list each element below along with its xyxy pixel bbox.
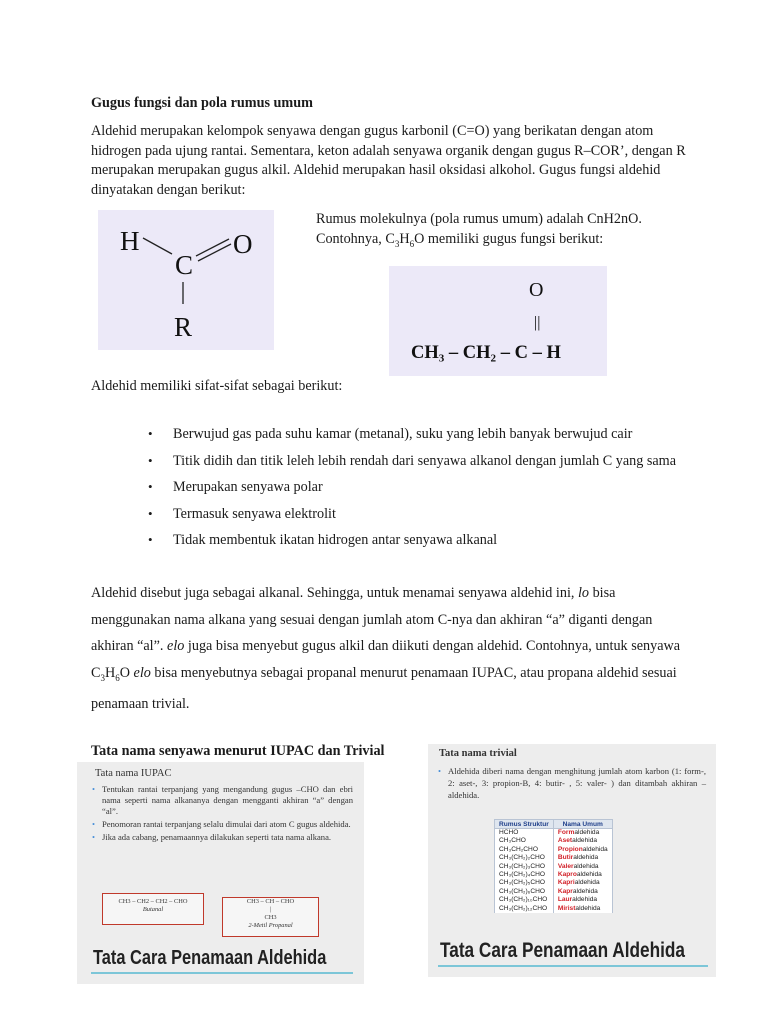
name-suffix: aldehida bbox=[572, 896, 598, 904]
molecular-formula-text bbox=[316, 210, 696, 254]
property-item: • Titik didih dan titik leleh lebih rendah dari senyawa alkanol dengan jumlah C yang sama bbox=[146, 448, 706, 475]
name-suffix: aldehida bbox=[576, 871, 602, 879]
common-name-cell bbox=[553, 837, 612, 845]
common-name-cell bbox=[553, 829, 612, 838]
banner-underline bbox=[438, 965, 708, 967]
structure-cell: CH₃(CH₂)₂CHO bbox=[495, 854, 554, 862]
column-header: Nama Umum bbox=[553, 820, 612, 829]
common-name-cell bbox=[553, 846, 612, 854]
iupac-rules-list bbox=[92, 784, 353, 845]
iupac-slide-title: Tata nama IUPAC bbox=[95, 768, 172, 779]
property-item: • Termasuk senyawa elektrolit bbox=[146, 501, 706, 528]
name-prefix: Mirist bbox=[557, 904, 576, 912]
nomenclature-title: Tata nama senyawa menurut IUPAC dan Trivial bbox=[91, 743, 385, 759]
common-name-cell bbox=[553, 863, 612, 871]
property-item: • Berwujud gas pada suhu kamar (metanal), suku yang lebih banyak berwujud cair bbox=[146, 421, 706, 448]
atom-c: C bbox=[175, 250, 194, 280]
name-suffix: aldehida bbox=[575, 904, 601, 912]
aldehyde-structure-svg bbox=[98, 210, 274, 350]
common-name-cell bbox=[553, 871, 612, 879]
metil-propanal-example: CH3 – CH – CHO | CH3 2-Metil Propanal bbox=[222, 897, 319, 937]
name-prefix: Kapr bbox=[557, 887, 573, 895]
property-item: • Tidak membentuk ikatan hidrogen antar senyawa alkanal bbox=[146, 527, 706, 554]
example-line: Contohnya, $C_3H_6O$ memiliki gugus fungsi berikut: bbox=[316, 230, 604, 249]
trivial-rule-list bbox=[438, 765, 706, 803]
name-suffix: aldehida bbox=[574, 829, 600, 836]
trivial-slide-title: Tata nama trivial bbox=[439, 748, 517, 759]
structure-cell: CH₃(CH₂)₃CHO bbox=[495, 863, 554, 871]
properties-list bbox=[146, 421, 706, 554]
common-name-cell bbox=[553, 888, 612, 896]
structure-cell: CH₃CH₂CHO bbox=[495, 846, 554, 854]
propanal-structure-svg bbox=[389, 266, 607, 376]
structure-cell: CH₃(CH₂)₆CHO bbox=[495, 888, 554, 896]
table-row bbox=[495, 888, 613, 896]
name-prefix: Aset bbox=[557, 837, 573, 845]
column-header: Rumus Struktur bbox=[495, 820, 554, 829]
table-row bbox=[495, 854, 613, 862]
bond-h-c bbox=[143, 238, 172, 254]
atom-h: H bbox=[120, 226, 140, 256]
table-row bbox=[495, 871, 613, 879]
common-name-cell bbox=[553, 879, 612, 887]
table-row bbox=[495, 905, 613, 913]
trivial-rule: • Aldehida diberi nama dengan menghitung jumlah atom karbon (1: form-, 2: aset-, 3: propion-B, 4: butir- , 5: valer- ) dan ditambah akhiran –aldehida. bbox=[438, 765, 706, 801]
structure-cell: CH₃(CH₂)₁₂CHO bbox=[495, 905, 554, 913]
common-name-cell bbox=[553, 905, 612, 913]
iupac-slide-banner: Tata Cara Penamaan Aldehida bbox=[93, 947, 327, 969]
table-row bbox=[495, 846, 613, 854]
iupac-rule: • Jika ada cabang, penamaannya dilakukan seperti tata nama alkana. bbox=[92, 832, 353, 843]
aldehyde-structure-image bbox=[98, 210, 274, 350]
table-row bbox=[495, 837, 613, 845]
atom-o: O bbox=[233, 229, 253, 259]
banner-underline bbox=[91, 972, 353, 974]
name-prefix: Propion bbox=[557, 845, 583, 853]
name-prefix: Kapro bbox=[557, 871, 577, 879]
name-suffix: aldehida bbox=[573, 854, 599, 862]
carbonyl-oxygen: O bbox=[529, 279, 544, 301]
iupac-slide-image bbox=[77, 762, 364, 984]
table-row bbox=[495, 829, 613, 838]
iupac-rule: • Tentukan rantai terpanjang yang mengandung gugus –CHO dan ebri nama seperti nama alkananya dengan mengganti akhiran “a” dengan “al”. bbox=[92, 784, 353, 817]
properties-title: Aldehid memiliki sifat-sifat sebagai berikut: bbox=[91, 378, 343, 394]
intro-paragraph: Aldehid merupakan kelompok senyawa dengan gugus karbonil (C=O) yang berikatan dengan atom hidrogen pada ujung rantai. Sementara, keton adalah senyawa organik dengan gugus R–COR’, dengan R merupakan merupakan gugus alkil. Aldehid merupakan hasil oksidasi alkohol. Gugus fungsi aldehid dinyatakan dengan berikut: bbox=[91, 123, 686, 198]
common-name-cell bbox=[553, 854, 612, 862]
table-row bbox=[495, 879, 613, 887]
structure-cell: HCHO bbox=[495, 829, 554, 838]
table-row bbox=[495, 863, 613, 871]
name-suffix: aldehida bbox=[572, 887, 598, 895]
common-name-cell bbox=[553, 896, 612, 904]
section-heading: Gugus fungsi dan pola rumus umum bbox=[91, 95, 313, 111]
name-suffix: aldehida bbox=[572, 837, 598, 845]
structure-cell: CH₃CHO bbox=[495, 837, 554, 845]
iupac-rule: • Penomoran rantai terpanjang selalu dimulai dari atom C gugus aldehida. bbox=[92, 819, 353, 830]
propanal-formula: CH₃ – CH₂ – C – H bbox=[411, 343, 561, 363]
name-suffix: aldehida bbox=[574, 879, 600, 887]
name-prefix: Valer bbox=[557, 862, 574, 870]
name-prefix: Butir bbox=[557, 854, 574, 862]
name-prefix: Kapri bbox=[557, 879, 575, 887]
structure-cell: CH₃(CH₂)₁₀CHO bbox=[495, 896, 554, 904]
alkanal-paragraph: Aldehid disebut juga sebagai alkanal. Sehingga, untuk menamai senyawa aldehid ini, lo bisa menggunakan nama alkana yang sesuai dengan jumlah atom C-nya dan akhiran “a” diganti dengan akhiran “al”. elo juga bisa menyebut gugus alkil dan diikuti dengan aldehid. Contohnya, untuk senyawa $C_3H_6O$ elo bisa menyebutnya sebagai propanal menurut penamaan IUPAC, atau propana aldehid sesuai penamaan trivial. bbox=[91, 585, 681, 712]
trivial-slide-image bbox=[428, 744, 716, 977]
butanal-example: CH3 – CH2 – CH2 – CHO Butanal bbox=[102, 893, 204, 925]
structure-cell: CH₃(CH₂)₅CHO bbox=[495, 879, 554, 887]
trivial-names-table bbox=[494, 819, 613, 913]
name-suffix: aldehida bbox=[573, 862, 599, 870]
name-prefix: Form bbox=[557, 829, 575, 836]
general-formula-line: Rumus molekulnya (pola rumus umum) adalah CnH2nO. bbox=[316, 211, 642, 227]
table-row bbox=[495, 896, 613, 904]
property-item: • Merupakan senyawa polar bbox=[146, 474, 706, 501]
trivial-slide-banner: Tata Cara Penamaan Aldehida bbox=[440, 939, 686, 962]
propanal-structure-image bbox=[389, 266, 607, 376]
name-suffix: aldehida bbox=[582, 845, 608, 853]
double-bond: || bbox=[534, 314, 541, 331]
atom-r: R bbox=[174, 312, 193, 342]
name-prefix: Laur bbox=[557, 896, 573, 904]
structure-cell: CH₃(CH₂)₄CHO bbox=[495, 871, 554, 879]
